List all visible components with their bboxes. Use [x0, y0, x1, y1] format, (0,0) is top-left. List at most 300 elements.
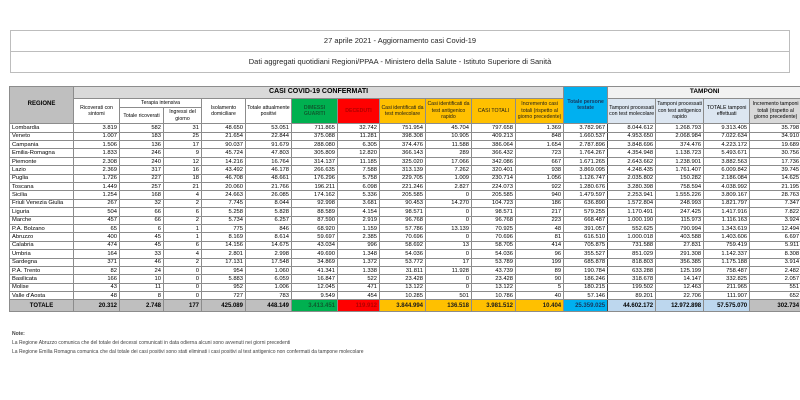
- col-header-casi-test-antigenico: Casi identificati da test antigenico rapido: [426, 98, 472, 124]
- cell-tamp-ant: 374.476: [656, 141, 704, 149]
- cell-tamp-tot: 1.417.916: [704, 208, 750, 216]
- cell-tamp-tot: 1.403.606: [704, 233, 750, 241]
- cell-tamp-ant: 1.138.723: [656, 149, 704, 157]
- cell-attpos: 47.803: [246, 149, 292, 157]
- cell-casi-ant: 0: [426, 216, 472, 224]
- cell-casi-ant: 1.009: [426, 174, 472, 182]
- cell-casi-tot: 104.723: [472, 199, 516, 207]
- table-row: [10, 216, 800, 224]
- cell-incr-tamp: 2.482: [750, 266, 800, 274]
- cell-isolamento: 43.492: [202, 166, 246, 174]
- cell-casi-mol: 58.692: [380, 241, 426, 249]
- cell-ti-tot: 66: [120, 216, 164, 224]
- region-name: P.A. Trento: [10, 266, 74, 274]
- cell-testate: 3.869.095: [564, 166, 608, 174]
- cell-testate: 355.527: [564, 250, 608, 258]
- cell-tamp-ant: 1.555.226: [656, 191, 704, 199]
- region-name: P.A. Bolzano: [10, 224, 74, 232]
- bulletin-date-title: 27 aprile 2021 - Aggiornamento casi Covid-19: [11, 31, 789, 52]
- cell-dimessi: 266.635: [292, 166, 338, 174]
- cell-ti-tot: 24: [120, 266, 164, 274]
- cell-deceduti: 32.742: [338, 124, 380, 132]
- cell-ricoverati: 457: [74, 216, 120, 224]
- col-header-deceduti: DECEDUTI: [338, 98, 380, 124]
- cell-tamp-ant: 291.308: [656, 250, 704, 258]
- cell-testate: 2.787.896: [564, 141, 608, 149]
- title-box: [10, 30, 790, 73]
- cell-ti-tot: 10: [120, 275, 164, 283]
- cell-isolamento: 7.745: [202, 199, 246, 207]
- col-header-ti-totale-ricoverati: Totale ricoverati: [120, 108, 164, 124]
- group-header-casi-confermati: CASI COVID-19 CONFERMATI: [74, 87, 564, 99]
- cell-tamp-ant: 356.385: [656, 258, 704, 266]
- col-header-regione: REGIONE: [10, 87, 74, 124]
- cell-incr-casi: 10.404: [516, 300, 564, 312]
- cell-isolamento: 14.156: [202, 241, 246, 249]
- region-name: Abruzzo: [10, 233, 74, 241]
- cell-casi-ant: 289: [426, 149, 472, 157]
- cell-ti-tot: 66: [120, 208, 164, 216]
- cell-tamp-ant: 403.588: [656, 233, 704, 241]
- cell-ingressi: 2: [164, 216, 202, 224]
- cell-ingressi: 12: [164, 157, 202, 165]
- group-header-tamponi: TAMPONI: [608, 87, 800, 99]
- cell-casi-ant: 2.827: [426, 182, 472, 190]
- cell-isolamento: 90.037: [202, 141, 246, 149]
- cell-ingressi: 2: [164, 258, 202, 266]
- cell-casi-tot: 386.064: [472, 141, 516, 149]
- cell-dimessi: 88.589: [292, 208, 338, 216]
- cell-tamp-ant: 2.068.984: [656, 132, 704, 140]
- cell-casi-ant: 0: [426, 191, 472, 199]
- cell-attpos: 1.006: [246, 283, 292, 291]
- cell-deceduti: 11.185: [338, 157, 380, 165]
- cell-incr-casi: 223: [516, 216, 564, 224]
- col-header-totale-tamponi: TOTALE tamponi effettuati: [704, 98, 750, 124]
- cell-isolamento: 5.734: [202, 216, 246, 224]
- cell-tamp-mol: 3.848.696: [608, 141, 656, 149]
- cell-attpos: 53.051: [246, 124, 292, 132]
- cell-dimessi: 41.341: [292, 266, 338, 274]
- cell-tamp-ant: 758.594: [656, 182, 704, 190]
- cell-tamp-ant: 790.994: [656, 224, 704, 232]
- region-name: Toscana: [10, 182, 74, 190]
- col-header-totale-attualmente-positivi: Totale attualmente positivi: [246, 98, 292, 124]
- cell-incr-casi: 667: [516, 157, 564, 165]
- cell-ingressi: 4: [164, 191, 202, 199]
- table-row: [10, 191, 800, 199]
- cell-tamp-mol: 89.201: [608, 292, 656, 300]
- cell-incr-casi: 40: [516, 292, 564, 300]
- cell-dimessi: 34.869: [292, 258, 338, 266]
- cell-testate: 190.784: [564, 266, 608, 274]
- cell-tamp-ant: 125.199: [656, 266, 704, 274]
- cell-ricoverati: 20.312: [74, 300, 120, 312]
- cell-ti-tot: 45: [120, 241, 164, 249]
- cell-incr-casi: 90: [516, 275, 564, 283]
- cell-dimessi: 49.690: [292, 250, 338, 258]
- cell-casi-tot: 43.739: [472, 266, 516, 274]
- cell-ingressi: 0: [164, 292, 202, 300]
- cell-tamp-tot: 7.022.634: [704, 132, 750, 140]
- cell-incr-tamp: 2.057: [750, 275, 800, 283]
- cell-tamp-tot: 1.142.337: [704, 250, 750, 258]
- cell-casi-tot: 797.658: [472, 124, 516, 132]
- cell-deceduti: 5.336: [338, 191, 380, 199]
- cell-deceduti: 4.154: [338, 208, 380, 216]
- cell-ricoverati: 3.819: [74, 124, 120, 132]
- cell-casi-tot: 342.086: [472, 157, 516, 165]
- cell-tamp-mol: 1.170.491: [608, 208, 656, 216]
- cell-isolamento: 952: [202, 283, 246, 291]
- cell-dimessi: 711.865: [292, 124, 338, 132]
- table-row: [10, 182, 800, 190]
- cell-incr-casi: 1.654: [516, 141, 564, 149]
- cell-isolamento: 24.663: [202, 191, 246, 199]
- notes-block: [12, 330, 772, 357]
- cell-tamp-tot: 9.313.405: [704, 124, 750, 132]
- cell-ingressi: 1: [164, 224, 202, 232]
- cell-testate: 705.875: [564, 241, 608, 249]
- cell-deceduti: 454: [338, 292, 380, 300]
- cell-deceduti: 7.588: [338, 166, 380, 174]
- cell-tamp-ant: 248.993: [656, 199, 704, 207]
- cell-casi-tot: 53.789: [472, 258, 516, 266]
- cell-dimessi: 12.045: [292, 283, 338, 291]
- cell-tamp-ant: 115.973: [656, 216, 704, 224]
- cell-testate: 180.215: [564, 283, 608, 291]
- cell-casi-mol: 313.139: [380, 166, 426, 174]
- table-row: [10, 166, 800, 174]
- cell-incr-tamp: 652: [750, 292, 800, 300]
- cell-dimessi: 3.413.451: [292, 300, 338, 312]
- region-name: Liguria: [10, 208, 74, 216]
- cell-isolamento: 2.801: [202, 250, 246, 258]
- cell-tamp-tot: 4.038.992: [704, 182, 750, 190]
- region-name: Lombardia: [10, 124, 74, 132]
- cell-casi-tot: 96.768: [472, 216, 516, 224]
- cell-incr-tamp: 28.763: [750, 191, 800, 199]
- cell-casi-tot: 70.925: [472, 224, 516, 232]
- cell-casi-mol: 96.768: [380, 216, 426, 224]
- cell-deceduti: 1.159: [338, 224, 380, 232]
- cell-casi-mol: 366.143: [380, 149, 426, 157]
- cell-dimessi: 196.211: [292, 182, 338, 190]
- cell-tamp-mol: 1.000.190: [608, 216, 656, 224]
- cell-deceduti: 5.758: [338, 174, 380, 182]
- cell-tamp-mol: 2.035.802: [608, 174, 656, 182]
- cell-ingressi: 21: [164, 182, 202, 190]
- cell-ricoverati: 2.369: [74, 166, 120, 174]
- region-name: Valle d'Aosta: [10, 292, 74, 300]
- cell-attpos: 91.679: [246, 141, 292, 149]
- cell-dimessi: 9.549: [292, 292, 338, 300]
- region-name: Campania: [10, 141, 74, 149]
- cell-tamp-mol: 633.288: [608, 266, 656, 274]
- cell-incr-tamp: 12.494: [750, 224, 800, 232]
- cell-tamp-ant: 1.268.793: [656, 124, 704, 132]
- cell-casi-mol: 10.285: [380, 292, 426, 300]
- cell-attpos: 5.828: [246, 208, 292, 216]
- table-row: [10, 174, 800, 182]
- cell-dimessi: 305.809: [292, 149, 338, 157]
- cell-incr-tamp: 39.745: [750, 166, 800, 174]
- cell-casi-tot: 224.073: [472, 182, 516, 190]
- cell-ti-tot: 46: [120, 258, 164, 266]
- cell-casi-tot: 205.585: [472, 191, 516, 199]
- cell-tamp-mol: 552.625: [608, 224, 656, 232]
- cell-casi-mol: 3.844.994: [380, 300, 426, 312]
- cell-tamp-tot: 6.009.842: [704, 166, 750, 174]
- cell-casi-ant: 13: [426, 241, 472, 249]
- cell-tamp-mol: 4.354.948: [608, 149, 656, 157]
- cell-tamp-tot: 758.487: [704, 266, 750, 274]
- cell-ricoverati: 82: [74, 266, 120, 274]
- cell-ti-tot: 45: [120, 233, 164, 241]
- cell-incr-tamp: 21.195: [750, 182, 800, 190]
- cell-deceduti: 3.681: [338, 199, 380, 207]
- cell-incr-casi: 5: [516, 283, 564, 291]
- cell-dimessi: 288.080: [292, 141, 338, 149]
- cell-casi-tot: 409.213: [472, 132, 516, 140]
- cell-casi-mol: 398.308: [380, 132, 426, 140]
- cell-tamp-mol: 1.572.804: [608, 199, 656, 207]
- cell-deceduti: 6.098: [338, 182, 380, 190]
- cell-dimessi: 43.034: [292, 241, 338, 249]
- cell-incr-casi: 96: [516, 250, 564, 258]
- cell-ti-tot: 6: [120, 224, 164, 232]
- table-row: [10, 241, 800, 249]
- cell-isolamento: 727: [202, 292, 246, 300]
- cell-tamp-ant: 150.282: [656, 174, 704, 182]
- cell-testate: 1.660.537: [564, 132, 608, 140]
- cell-dimessi: 87.590: [292, 216, 338, 224]
- region-name: Lazio: [10, 166, 74, 174]
- col-header-isolamento-domiciliare: Isolamento domiciliare: [202, 98, 246, 124]
- cell-casi-ant: 14.270: [426, 199, 472, 207]
- cell-attpos: 48.661: [246, 174, 292, 182]
- cell-ricoverati: 1.726: [74, 174, 120, 182]
- col-header-dimessi-guariti: DIMESSI GUARITI: [292, 98, 338, 124]
- cell-incr-tamp: 5.911: [750, 241, 800, 249]
- cell-testate: 1.479.597: [564, 191, 608, 199]
- cell-ingressi: 1: [164, 233, 202, 241]
- cell-casi-mol: 98.571: [380, 208, 426, 216]
- cell-incr-casi: 848: [516, 132, 564, 140]
- cell-casi-tot: 58.705: [472, 241, 516, 249]
- cell-testate: 1.126.747: [564, 174, 608, 182]
- cell-casi-mol: 205.585: [380, 191, 426, 199]
- cell-ricoverati: 1.449: [74, 182, 120, 190]
- cell-ingressi: 9: [164, 149, 202, 157]
- cell-isolamento: 8.169: [202, 233, 246, 241]
- notes-label: Note:: [12, 331, 25, 337]
- cell-dimessi: 68.920: [292, 224, 338, 232]
- cell-casi-ant: 11.928: [426, 266, 472, 274]
- cell-incr-casi: 81: [516, 233, 564, 241]
- cell-deceduti: 119.912: [338, 300, 380, 312]
- cell-deceduti: 1.348: [338, 250, 380, 258]
- cell-tamp-mol: 851.029: [608, 250, 656, 258]
- cell-casi-ant: 0: [426, 250, 472, 258]
- cell-incr-casi: 199: [516, 258, 564, 266]
- cell-attpos: 846: [246, 224, 292, 232]
- cell-isolamento: 45.724: [202, 149, 246, 157]
- cell-tamp-mol: 44.602.172: [608, 300, 656, 312]
- cell-deceduti: 2.385: [338, 233, 380, 241]
- cell-deceduti: 6.305: [338, 141, 380, 149]
- cell-tamp-ant: 14.147: [656, 275, 704, 283]
- region-name: Sardegna: [10, 258, 74, 266]
- cell-incr-casi: 414: [516, 241, 564, 249]
- cell-tamp-tot: 1.343.619: [704, 224, 750, 232]
- cell-deceduti: 2.919: [338, 216, 380, 224]
- totale-label: TOTALE: [10, 300, 74, 312]
- cell-ti-tot: 136: [120, 141, 164, 149]
- table-row: [10, 283, 800, 291]
- group-header-terapia-intensiva: Terapia intensiva: [120, 98, 202, 108]
- cell-incr-tamp: 34.910: [750, 132, 800, 140]
- cell-ricoverati: 267: [74, 199, 120, 207]
- cell-testate: 186.246: [564, 275, 608, 283]
- cell-ricoverati: 48: [74, 292, 120, 300]
- cell-casi-mol: 13.122: [380, 283, 426, 291]
- cell-incr-casi: 186: [516, 199, 564, 207]
- covid-data-table: [9, 86, 800, 312]
- cell-dimessi: 59.697: [292, 233, 338, 241]
- cell-ti-tot: 257: [120, 182, 164, 190]
- table-row: [10, 233, 800, 241]
- cell-incr-casi: 217: [516, 208, 564, 216]
- cell-testate: 636.890: [564, 199, 608, 207]
- cell-tamp-mol: 3.280.398: [608, 182, 656, 190]
- table-row: [10, 141, 800, 149]
- cell-isolamento: 46.708: [202, 174, 246, 182]
- cell-attpos: 14.675: [246, 241, 292, 249]
- cell-tamp-tot: 2.186.084: [704, 174, 750, 182]
- cell-casi-tot: 3.981.512: [472, 300, 516, 312]
- cell-isolamento: 775: [202, 224, 246, 232]
- cell-ti-tot: 168: [120, 191, 164, 199]
- cell-tamp-tot: 5.493.671: [704, 149, 750, 157]
- cell-testate: 1.280.676: [564, 182, 608, 190]
- cell-testate: 579.255: [564, 208, 608, 216]
- col-header-persone-testate: Totale persone testate: [564, 87, 608, 124]
- cell-attpos: 16.764: [246, 157, 292, 165]
- cell-tamp-tot: 1.821.797: [704, 199, 750, 207]
- cell-tamp-tot: 332.825: [704, 275, 750, 283]
- cell-ti-tot: 11: [120, 283, 164, 291]
- region-name: Marche: [10, 216, 74, 224]
- cell-attpos: 26.085: [246, 191, 292, 199]
- cell-casi-mol: 229.705: [380, 174, 426, 182]
- cell-casi-ant: 0: [426, 233, 472, 241]
- cell-tamp-ant: 12.463: [656, 283, 704, 291]
- cell-deceduti: 12.820: [338, 149, 380, 157]
- cell-incr-tamp: 7.347: [750, 199, 800, 207]
- cell-tamp-tot: 4.223.172: [704, 141, 750, 149]
- cell-incr-tamp: 19.689: [750, 141, 800, 149]
- cell-casi-tot: 10.786: [472, 292, 516, 300]
- region-name: Sicilia: [10, 191, 74, 199]
- cell-casi-tot: 366.432: [472, 149, 516, 157]
- cell-attpos: 448.149: [246, 300, 292, 312]
- cell-ingressi: 0: [164, 266, 202, 274]
- cell-ti-tot: 183: [120, 132, 164, 140]
- cell-ricoverati: 164: [74, 250, 120, 258]
- cell-tamp-tot: 211.965: [704, 283, 750, 291]
- cell-isolamento: 5.258: [202, 208, 246, 216]
- cell-tamp-mol: 4.953.650: [608, 132, 656, 140]
- col-header-tamponi-antigenico: Tamponi processati con test antigenico rapido: [656, 98, 704, 124]
- cell-tamp-tot: 3.882.563: [704, 157, 750, 165]
- cell-casi-ant: 501: [426, 292, 472, 300]
- cell-incr-casi: 1.056: [516, 174, 564, 182]
- cell-ricoverati: 504: [74, 208, 120, 216]
- cell-casi-tot: 23.428: [472, 275, 516, 283]
- cell-tamp-ant: 1.761.407: [656, 166, 704, 174]
- cell-tamp-ant: 1.238.901: [656, 157, 704, 165]
- cell-ingressi: 2: [164, 199, 202, 207]
- cell-casi-ant: 17.066: [426, 157, 472, 165]
- cell-tamp-mol: 731.588: [608, 241, 656, 249]
- cell-ingressi: 16: [164, 166, 202, 174]
- cell-incr-tamp: 7.822: [750, 208, 800, 216]
- cell-casi-mol: 53.772: [380, 258, 426, 266]
- cell-casi-tot: 54.036: [472, 250, 516, 258]
- cell-dimessi: 16.847: [292, 275, 338, 283]
- col-header-ricoverati-con-sintomi: Ricoverati con sintomi: [74, 98, 120, 124]
- cell-isolamento: 14.216: [202, 157, 246, 165]
- col-header-casi-totali: CASI TOTALI: [472, 98, 516, 124]
- cell-tamp-mol: 2.253.941: [608, 191, 656, 199]
- cell-ingressi: 17: [164, 141, 202, 149]
- cell-attpos: 6.059: [246, 275, 292, 283]
- cell-casi-mol: 221.246: [380, 182, 426, 190]
- cell-incr-tamp: 3.914: [750, 258, 800, 266]
- cell-deceduti: 11.281: [338, 132, 380, 140]
- region-name: Basilicata: [10, 275, 74, 283]
- cell-isolamento: 20.060: [202, 182, 246, 190]
- cell-casi-ant: 7.262: [426, 166, 472, 174]
- cell-ricoverati: 65: [74, 224, 120, 232]
- cell-incr-tamp: 8.308: [750, 250, 800, 258]
- cell-attpos: 2.998: [246, 250, 292, 258]
- cell-deceduti: 522: [338, 275, 380, 283]
- cell-ti-tot: 8: [120, 292, 164, 300]
- cell-ti-tot: 33: [120, 250, 164, 258]
- cell-casi-mol: 751.954: [380, 124, 426, 132]
- cell-casi-tot: 320.401: [472, 166, 516, 174]
- cell-tamp-tot: 1.175.188: [704, 258, 750, 266]
- cell-attpos: 22.844: [246, 132, 292, 140]
- cell-casi-ant: 0: [426, 283, 472, 291]
- cell-casi-ant: 10.905: [426, 132, 472, 140]
- cell-incr-casi: 1.369: [516, 124, 564, 132]
- cell-testate: 25.359.025: [564, 300, 608, 312]
- col-header-incremento-tamponi: Incremento tamponi totali (rispetto al giorno precedente): [750, 98, 800, 124]
- region-name: Umbria: [10, 250, 74, 258]
- note-line-1: La Regione Abruzzo comunica che del totale dei decessi comunicati in data odierna alcuni sono avvenuti nei giorni precedenti: [12, 340, 291, 346]
- cell-casi-ant: 17: [426, 258, 472, 266]
- cell-dimessi: 176.296: [292, 174, 338, 182]
- cell-ingressi: 177: [164, 300, 202, 312]
- cell-attpos: 46.178: [246, 166, 292, 174]
- cell-dimessi: 314.137: [292, 157, 338, 165]
- cell-tamp-tot: 57.575.070: [704, 300, 750, 312]
- note-line-2: La Regione Emilia Romagna comunica che dal totale dei casi positivi sono stati eliminati i casi positivi al test antigenico non confermati da tampone molecolare: [12, 349, 364, 355]
- cell-tamp-tot: 1.116.163: [704, 216, 750, 224]
